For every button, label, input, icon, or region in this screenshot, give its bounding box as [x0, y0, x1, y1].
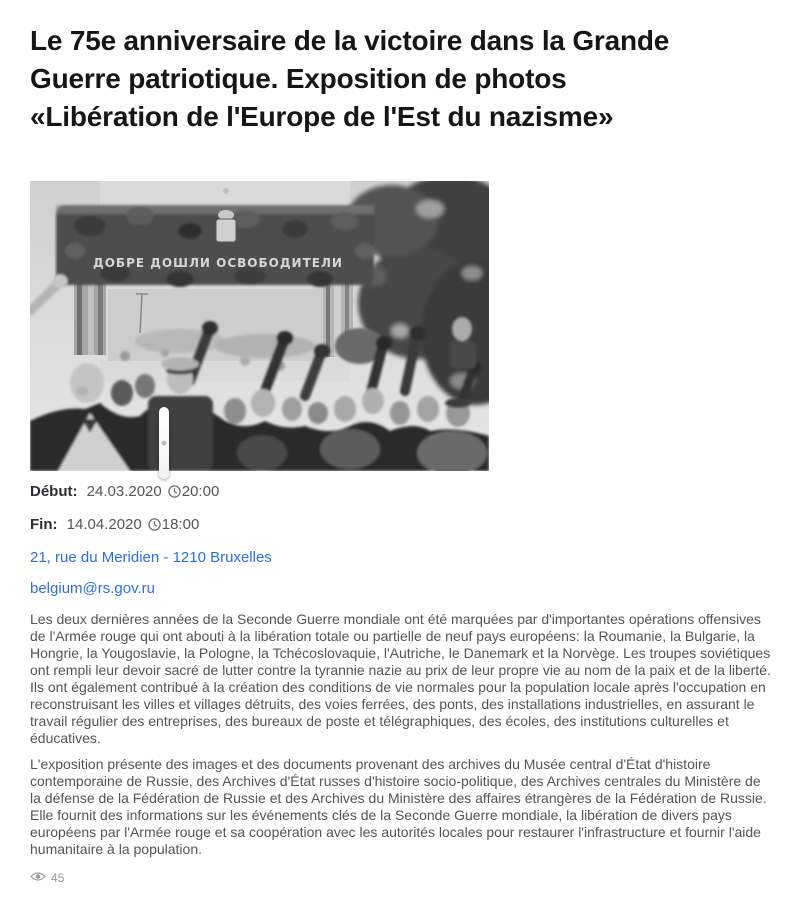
- event-start-row: [30, 483, 772, 503]
- event-end-row: [30, 516, 772, 536]
- view-count: 45: [51, 871, 65, 885]
- clock-icon: [168, 485, 181, 503]
- start-date: 24.03.2020: [86, 483, 162, 500]
- event-photo-illustration: [30, 181, 489, 471]
- event-meta: [30, 483, 772, 598]
- eye-icon: [30, 871, 46, 885]
- venue-row: [30, 549, 772, 567]
- page-title: Le 75e anniversaire de la victoire dans la Grande Guerre patriotique. Exposition de photos «Libération de l'Europe de l'Est du nazisme»: [30, 25, 670, 132]
- garland-arch: [56, 205, 375, 287]
- clock-icon: [148, 518, 161, 536]
- event-photo: [30, 181, 489, 471]
- article-body: [30, 611, 772, 858]
- email-link[interactable]: belgium@rs.gov.ru: [30, 580, 155, 597]
- photo-banner-text: ДОБРЕ ДОШЛИ ОСВОБОДИТЕЛИ: [93, 256, 343, 270]
- drag-handle[interactable]: [159, 407, 169, 479]
- paragraph-2: L'exposition présente des images et des documents provenant des archives du Musée central d'État d'histoire contemporaine de Russie, des Archives d'État russes d'histoire socio-politique, des Archives centrales du Ministère de la défense de la Fédération de Russie et des Archives du Ministère des affaires étrangères de la Fédération de Russie. Elle fournit des informations sur les événements clés de la Seconde Guerre mondiale, la libération de divers pays européens par l'Armée rouge et sa coopération avec les autorités locales pour restaurer l'infrastructure et fournir l'aide humanitaire à la population.: [30, 756, 767, 857]
- end-date: 14.04.2020: [66, 516, 142, 533]
- start-time: 20:00: [181, 483, 220, 500]
- end-label: Fin:: [30, 516, 58, 533]
- paragraph-1: Les deux dernières années de la Seconde Guerre mondiale ont été marquées par d'importantes opérations offensives de l'Armée rouge qui ont abouti à la libération totale ou partielle de neuf pays européens: la Roumanie, la Bulgarie, la Hongrie, la Yougoslavie, la Pologne, la Tchécoslovaquie, l'Autriche, le Danemark et la Norvège. Les troupes soviétiques ont rempli leur devoir sacré de lutter contre la tyrannie nazie au prix de leur propre vie au nom de la paix et de la liberté. Ils ont également contribué à la création des conditions de vie normales pour la population locale après l'occupation en reconstruisant les villes et villages détruits, des voies ferrées, des ponts, des installations industrielles, en assurant le travail régulier des entreprises, des bureaux de poste et télégraphiques, des écoles, des institutions culturelles et éducatives.: [30, 611, 771, 746]
- article-page: [0, 22, 802, 899]
- start-label: Début:: [30, 483, 78, 500]
- email-row: [30, 580, 772, 598]
- venue-link[interactable]: 21, rue du Meridien - 1210 Bruxelles: [30, 549, 272, 566]
- view-counter: [30, 871, 772, 899]
- end-time: 18:00: [161, 516, 200, 533]
